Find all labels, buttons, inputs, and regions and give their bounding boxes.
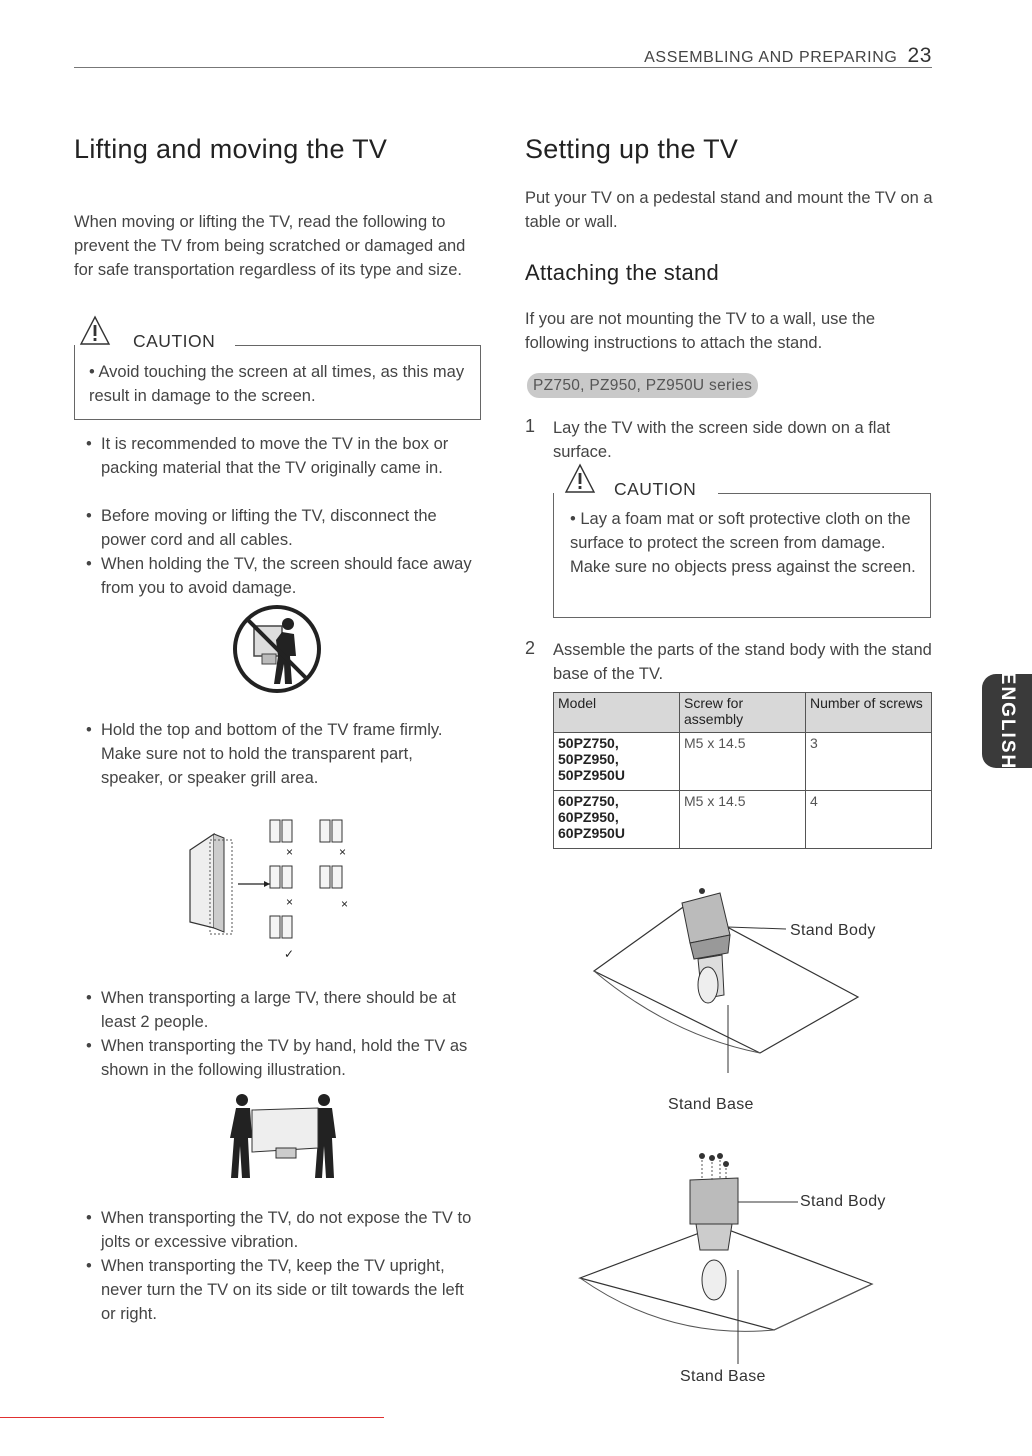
list-item: • When transporting the TV, keep the TV upright, never turn the TV on its side or tilt towards the left or right. [74, 1254, 474, 1326]
list-item: • When holding the TV, the screen should face away from you to avoid damage. [74, 552, 474, 600]
attach-stand-intro: If you are not mounting the TV to a wall, use the following instructions to attach the stand. [525, 310, 876, 352]
no-facing-screen-illustration [232, 604, 322, 694]
setup-intro: Put your TV on a pedestal stand and mount the TV on a table or wall. [525, 189, 933, 231]
warning-triangle-icon [79, 315, 111, 347]
step-number: 1 [525, 416, 536, 436]
screw-table [553, 692, 932, 849]
table-row [554, 733, 932, 791]
caution-box-right [553, 479, 931, 618]
table-row [554, 791, 932, 849]
list-item: • When transporting the TV, do not expose the TV to jolts or excessive vibration. [74, 1206, 474, 1254]
svg-text:×: × [339, 845, 347, 859]
footer-rule [0, 1417, 384, 1418]
caution-title: CAUTION [614, 479, 697, 499]
list-item: • When transporting the TV by hand, hold the TV as shown in the following illustration. [74, 1034, 474, 1082]
stand-base-label: Stand Base [680, 1368, 766, 1385]
list-item: • It is recommended to move the TV in the box or packing material that the TV originally came in. [74, 432, 474, 480]
language-tab-label: ENGLISH [997, 671, 1018, 771]
svg-text:×: × [286, 845, 294, 859]
header-rule [74, 67, 932, 68]
screw-cell: M5 x 14.5 [680, 733, 806, 791]
table-header-row [554, 693, 932, 733]
section-title: ASSEMBLING AND PREPARING [644, 49, 898, 66]
step-number: 2 [525, 638, 536, 658]
page-number: 23 [907, 44, 932, 67]
count-cell: 3 [806, 733, 932, 791]
svg-text:×: × [286, 895, 294, 909]
running-header [644, 44, 932, 68]
model-cell: 50PZ750, 50PZ950, 50PZ950U [554, 733, 680, 791]
list-item: • When transporting a large TV, there should be at least 2 people. [74, 986, 474, 1034]
stand-base-label: Stand Base [668, 1096, 754, 1113]
stand-body-label: Stand Body [790, 922, 876, 939]
lifting-intro: When moving or lifting the TV, read the following to prevent the TV from being scratched or damaged and for safe transportation regardless of its type and size. [74, 213, 466, 279]
caution-text: • Lay a foam mat or soft protective cloth on the surface to protect the screen from damage. Make sure no objects press against the screen. [570, 510, 916, 576]
two-people-carrying-illustration [228, 1090, 338, 1180]
stand-body-label: Stand Body [800, 1193, 886, 1210]
caution-title: CAUTION [133, 331, 216, 351]
model-cell: 60PZ750, 60PZ950, 60PZ950U [554, 791, 680, 849]
column-header: Model [554, 693, 680, 733]
setup-title: Setting up the TV [525, 134, 739, 164]
svg-text:✓: ✓ [284, 947, 295, 961]
step-text: Assemble the parts of the stand body with the stand base of the TV. [553, 641, 932, 683]
column-header: Number of screws [806, 693, 932, 733]
step-text: Lay the TV with the screen side down on a flat surface. [553, 419, 891, 461]
attach-stand-title: Attaching the stand [525, 260, 720, 285]
warning-triangle-icon [564, 463, 596, 495]
caution-text: • Avoid touching the screen at all times, as this may result in damage to the screen. [89, 363, 465, 405]
column-header: Screw for assembly [680, 693, 806, 733]
count-cell: 4 [806, 791, 932, 849]
list-item: • Before moving or lifting the TV, disconnect the power cord and all cables. [74, 504, 474, 552]
language-tab [982, 671, 1032, 771]
tv-frame-grip-illustration [186, 816, 376, 964]
caution-box-left [74, 331, 481, 420]
list-item: • Hold the top and bottom of the TV frame firmly. Make sure not to hold the transparent part, speaker, or speaker grill area. [74, 718, 474, 790]
stand-assembly-diagram-2 [578, 1150, 878, 1364]
svg-text:×: × [341, 897, 349, 911]
series-badge: PZ750, PZ950, PZ950U series [527, 373, 758, 398]
stand-assembly-diagram-1 [590, 885, 870, 1075]
screw-cell: M5 x 14.5 [680, 791, 806, 849]
lifting-title: Lifting and moving the TV [74, 134, 388, 164]
